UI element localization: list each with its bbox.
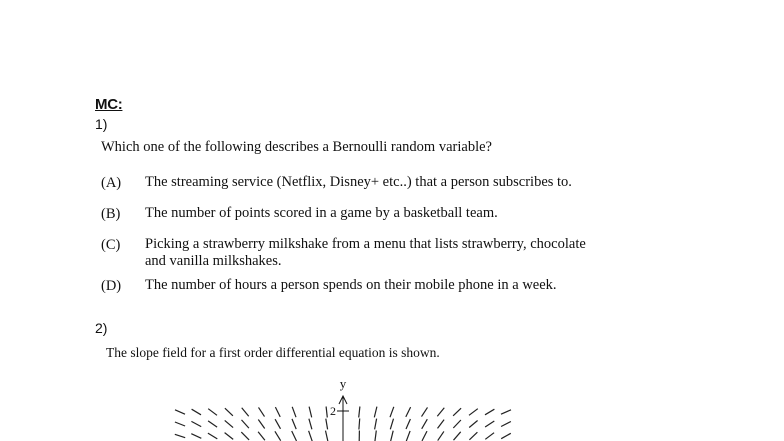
y-tick-label: 2	[330, 404, 336, 418]
slope-segment	[259, 407, 265, 416]
slope-segment	[208, 421, 217, 427]
slope-segment	[501, 422, 511, 427]
slope-segment	[469, 409, 478, 416]
slope-segment	[242, 420, 249, 428]
slope-segment	[292, 431, 297, 441]
slope-segment	[326, 431, 328, 441]
option-d-letter: (D)	[101, 278, 122, 294]
question-2-prompt: The slope field for a first order differential equation is shown.	[106, 345, 440, 360]
slope-segment	[242, 408, 249, 416]
slope-segment	[192, 409, 201, 415]
slope-segment	[485, 421, 494, 427]
slope-segment	[406, 419, 410, 429]
option-b-letter: (B)	[101, 206, 121, 222]
option-a-letter: (A)	[101, 175, 122, 191]
option-d-text: The number of hours a person spends on their mobile phone in a week.	[145, 277, 557, 293]
slope-segment	[438, 420, 445, 429]
slope-segment	[390, 407, 394, 417]
question-1-number: 1)	[95, 116, 108, 132]
slope-segment	[292, 419, 296, 429]
slope-segment	[326, 419, 328, 430]
slope-segment	[390, 419, 393, 430]
slope-field-graph	[160, 372, 530, 441]
slope-segment	[258, 420, 264, 429]
slope-segment	[391, 431, 394, 441]
slope-segment	[175, 434, 185, 437]
slope-segment	[175, 422, 185, 426]
option-b-text: The number of points scored in a game by a basketball team.	[145, 205, 498, 221]
slope-segment	[309, 407, 312, 418]
option-c-text-line2: and vanilla milkshakes.	[145, 253, 282, 269]
slope-segment	[375, 419, 377, 430]
slope-segment	[469, 432, 477, 440]
slope-segment	[422, 419, 428, 429]
slope-segment	[275, 431, 281, 440]
slope-segment	[375, 431, 376, 441]
slope-segment	[191, 434, 201, 439]
y-axis-label: y	[339, 376, 347, 391]
slope-segment	[485, 433, 494, 440]
slope-segment	[275, 407, 280, 417]
slope-segment	[208, 433, 217, 439]
question-1-prompt: Which one of the following describes a Bernoulli random variable?	[101, 139, 492, 155]
slope-segment	[422, 407, 428, 416]
slope-segment	[191, 421, 201, 426]
question-2-number: 2)	[95, 320, 108, 336]
slope-segment	[241, 432, 249, 440]
slope-segment	[225, 433, 234, 440]
slope-segment	[258, 432, 265, 441]
slope-segment	[275, 419, 280, 429]
slope-segment	[422, 431, 427, 441]
slope-segment	[437, 408, 444, 416]
slope-segment	[485, 409, 494, 415]
slope-segment	[292, 407, 296, 417]
slope-segment	[359, 407, 360, 418]
slope-segment	[501, 410, 511, 414]
slope-segment	[208, 409, 217, 416]
slope-segment	[453, 408, 461, 416]
slope-segment	[469, 421, 477, 428]
slope-segment	[309, 419, 312, 430]
option-a-text: The streaming service (Netflix, Disney+ etc..) that a person subscribes to.	[145, 174, 572, 190]
slope-segment	[501, 433, 511, 438]
slope-segment	[453, 420, 461, 428]
slope-segment	[406, 407, 411, 417]
option-c-text-line1: Picking a strawberry milkshake from a menu that lists strawberry, chocolate	[145, 236, 586, 252]
slope-segment	[326, 407, 327, 418]
option-c-letter: (C)	[101, 237, 121, 253]
slope-segment	[175, 410, 185, 414]
slope-segment	[406, 431, 410, 441]
slope-segment	[454, 432, 461, 440]
section-heading: MC:	[95, 96, 123, 113]
slope-segment	[225, 420, 233, 427]
slope-segment	[374, 407, 377, 418]
slope-segment	[309, 431, 313, 441]
slope-segment	[359, 419, 360, 430]
slope-segment	[438, 431, 444, 440]
slope-segment	[225, 408, 233, 416]
